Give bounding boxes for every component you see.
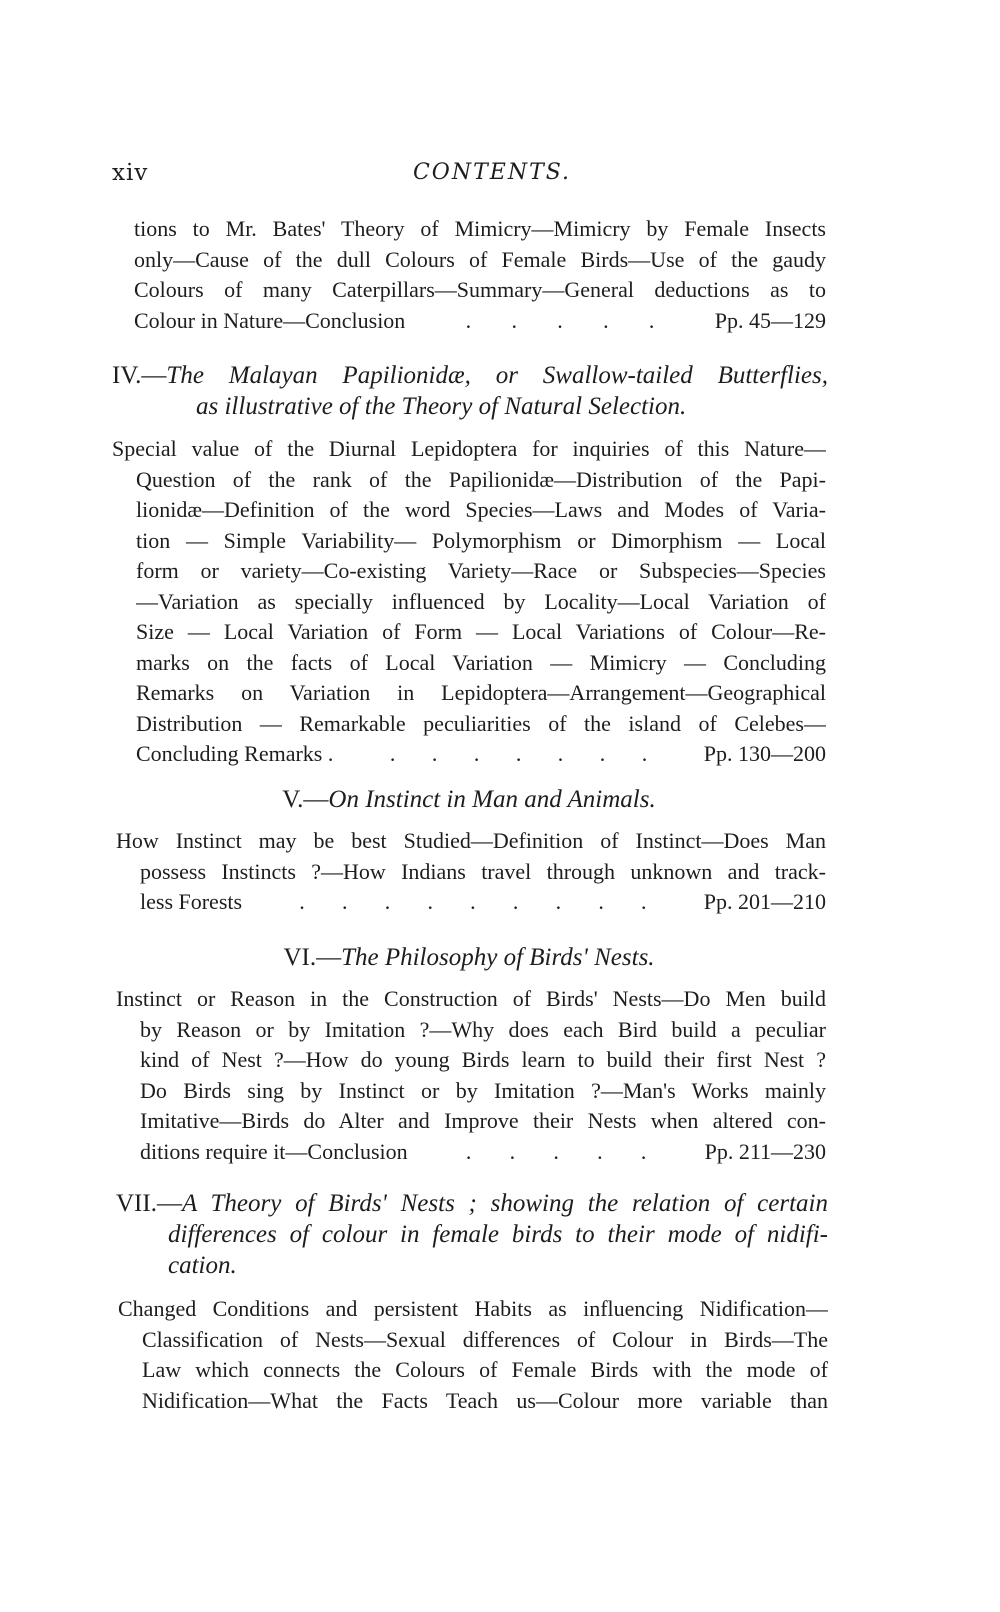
heading-line xyxy=(112,360,828,391)
text-line: —Variation as specially influenced by Locality—Local Variation of xyxy=(136,588,826,614)
text-line: lionidæ—Definition of the word Species—Laws and Modes of Varia- xyxy=(136,497,826,522)
text-line: Law which connects the Colours of Female Birds with the mode of xyxy=(142,1357,828,1382)
leader-dot: . xyxy=(598,889,604,914)
leader-dot: . xyxy=(640,1138,647,1164)
leader-dot: . xyxy=(557,741,564,766)
text-line: Nidification—What the Facts Teach us—Colour more variable than xyxy=(142,1387,828,1413)
chapter-title-line2: differences of colour in female birds to their mode of nidifi- xyxy=(168,1221,828,1248)
leader-dot: . xyxy=(557,307,563,333)
chapter-title: A Theory of Birds' Nests ; showing the relation of certain xyxy=(181,1190,828,1217)
text-line: form or variety—Co-existing Variety—Race or Subspecies—Species xyxy=(136,558,826,583)
line-text: Colour in Nature—Conclusion xyxy=(134,307,406,333)
text-line: Remarks on Variation in Lepidoptera—Arrangement—Geographical xyxy=(136,680,826,705)
chapter-numeral: IV.— xyxy=(112,362,167,389)
leader-dot: . xyxy=(431,741,438,766)
chapter-v-heading xyxy=(112,784,826,815)
text-line: by Reason or by Imitation ?—Why does each Bird build a peculiar xyxy=(140,1016,826,1042)
chapter-numeral: VI.— xyxy=(283,944,342,971)
leader-dot: . xyxy=(648,307,655,333)
leader-dot: . xyxy=(299,889,305,914)
dot-leader xyxy=(242,887,704,918)
chapter-vii-summary xyxy=(118,1294,828,1416)
leader-dot: . xyxy=(641,889,647,914)
page-number: xiv xyxy=(112,160,149,186)
leader-dot: . xyxy=(599,741,606,766)
leader-dot: . xyxy=(465,307,472,333)
leader-dot: . xyxy=(511,307,517,333)
text-line: How Instinct may be best Studied—Definition of Instinct—Does Man xyxy=(116,828,826,853)
page-header xyxy=(112,160,872,200)
leader-dot: . xyxy=(384,889,391,914)
text-line: marks on the facts of Local Variation — Mimicry — Concluding xyxy=(136,649,826,675)
page-range: Pp. 130—200 xyxy=(703,741,826,766)
text-line: Special value of the Diurnal Lepidoptera for inquiries of this Nature— xyxy=(112,436,826,461)
page-range: Pp. 201—210 xyxy=(703,889,826,914)
leader-dot: . xyxy=(470,889,476,914)
text-line: Changed Conditions and persistent Habits as influencing Nidification— xyxy=(118,1296,828,1321)
chapter-vi-summary xyxy=(116,984,826,1167)
line-text: less Forests xyxy=(140,889,243,914)
text-line: Colours of many Caterpillars—Summary—General deductions as to xyxy=(134,277,826,302)
leader-dot: . xyxy=(389,741,396,766)
chapter-vii-heading xyxy=(116,1188,828,1281)
dot-leader xyxy=(333,739,703,770)
leader-dot: . xyxy=(603,307,609,333)
leader-dot: . xyxy=(641,741,648,766)
text-line: tion — Simple Variability— Polymorphism or Dimorphism — Local xyxy=(136,527,826,553)
text-line-with-pages xyxy=(140,887,826,918)
text-line: tions to Mr. Bates' Theory of Mimicry—Mimicry by Female Insects xyxy=(134,216,826,241)
chapter-iv-heading xyxy=(112,360,828,422)
chapter-title: The Malayan Papilionidæ, or Swallow-tailed Butterflies, xyxy=(166,362,828,389)
chapter-iii-continuation xyxy=(134,214,826,336)
text-line: Question of the rank of the Papilionidæ—Distribution of the Papi- xyxy=(136,466,826,492)
leader-dot: . xyxy=(597,1138,603,1164)
text-line: Instinct or Reason in the Construction of Birds' Nests—Do Men build xyxy=(116,986,826,1011)
text-line-with-pages xyxy=(134,306,826,337)
leader-dot: . xyxy=(555,889,562,914)
page-range: Pp. 45—129 xyxy=(714,307,826,333)
text-line: possess Instincts ?—How Indians travel through unknown and track- xyxy=(140,858,826,884)
leader-dot: . xyxy=(342,889,348,914)
text-line: Size — Local Variation of Form — Local Variations of Colour—Re- xyxy=(136,619,826,644)
text-line: Classification of Nests—Sexual differences of Colour in Birds—The xyxy=(142,1326,828,1352)
leader-dot: . xyxy=(473,741,480,766)
line-text: ditions require it—Conclusion xyxy=(140,1138,408,1164)
text-line-with-pages xyxy=(136,739,826,770)
page-range: Pp. 211—230 xyxy=(704,1138,826,1164)
leader-dot: . xyxy=(512,889,519,914)
text-line-with-pages xyxy=(140,1137,826,1168)
dot-leader xyxy=(405,306,714,337)
dot-leader xyxy=(408,1137,705,1168)
leader-dot: . xyxy=(553,1138,559,1164)
chapter-title-line3: cation. xyxy=(168,1252,237,1279)
leader-dot: . xyxy=(465,1138,472,1164)
text-line: Do Birds sing by Instinct or by Imitation ?—Man's Works mainly xyxy=(140,1077,826,1103)
chapter-title-line2: as illustrative of the Theory of Natural Selection. xyxy=(196,393,687,420)
leader-dot: . xyxy=(515,741,522,766)
leader-dot: . xyxy=(427,889,433,914)
text-line: Distribution — Remarkable peculiarities of the island of Celebes— xyxy=(136,710,826,736)
leader-dot: . xyxy=(509,1138,516,1164)
chapter-iv-summary xyxy=(112,434,826,770)
chapter-vi-heading xyxy=(112,942,826,973)
text-line: Imitative—Birds do Alter and Improve their Nests when altered con- xyxy=(140,1108,826,1133)
running-title: CONTENTS. xyxy=(412,160,572,185)
text-line: only—Cause of the dull Colours of Female Birds—Use of the gaudy xyxy=(134,246,826,272)
chapter-title: On Instinct in Man and Animals. xyxy=(328,786,656,813)
text-line: kind of Nest ?—How do young Birds learn to build their first Nest ? xyxy=(140,1047,826,1072)
heading-line xyxy=(116,1188,828,1219)
chapter-v-summary xyxy=(116,826,826,918)
line-text: Concluding Remarks . xyxy=(136,741,334,766)
chapter-title: The Philosophy of Birds' Nests. xyxy=(341,944,655,971)
chapter-numeral: VII.— xyxy=(116,1190,182,1217)
chapter-numeral: V.— xyxy=(282,786,329,813)
